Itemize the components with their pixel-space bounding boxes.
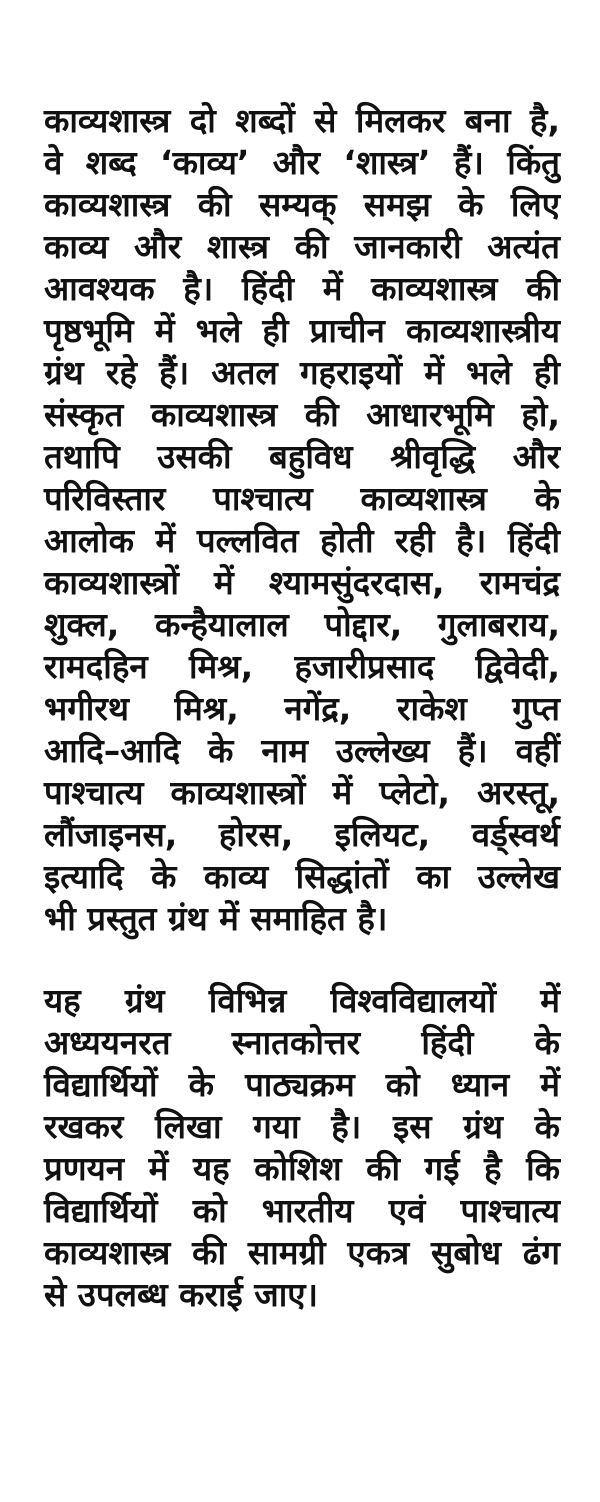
- text-line: इत्यादि के काव्य सिद्धांतों का उल्लेख: [44, 857, 560, 896]
- text-line: संस्कृत काव्यशास्त्र की आधारभूमि हो,: [44, 395, 560, 434]
- text-line: रामदहिन मिश्र, हजारीप्रसाद द्विवेदी,: [44, 647, 560, 686]
- text-line: रखकर लिखा गया है। इस ग्रंथ के: [44, 1107, 560, 1146]
- text-line: आदि–आदि के नाम उल्लेख्य हैं। वहीं: [44, 731, 560, 770]
- text-line: भी प्रस्तुत ग्रंथ में समाहित है।: [44, 899, 388, 938]
- text-line: पृष्ठभूमि में भले ही प्राचीन काव्यशास्त्रीय: [44, 311, 560, 350]
- text-line: आलोक में पल्लवित होती रही है। हिंदी: [44, 521, 560, 560]
- text-line: तथापि उसकी बहुविध श्रीवृद्धि और: [44, 437, 560, 476]
- text-line: प्रणयन में यह कोशिश की गई है कि: [44, 1149, 560, 1188]
- text-line: काव्यशास्त्रों में श्यामसुंदरदास, रामचंद्र: [44, 563, 560, 602]
- text-line: विद्यार्थियों के पाठ्यक्रम को ध्यान में: [44, 1065, 560, 1104]
- text-line: से उपलब्ध कराई जाए।: [44, 1275, 319, 1314]
- book-page: [44, 100, 560, 1316]
- text-line: विद्यार्थियों को भारतीय एवं पाश्चात्य: [44, 1191, 560, 1230]
- text-line: काव्यशास्त्र दो शब्दों से मिलकर बना है,: [44, 101, 560, 140]
- text-line: यह ग्रंथ विभिन्न विश्वविद्यालयों में: [44, 981, 560, 1020]
- text-line: भगीरथ मिश्र, नगेंद्र, राकेश गुप्त: [44, 689, 560, 728]
- text-line: परिविस्तार पाश्चात्य काव्यशास्त्र के: [44, 479, 560, 518]
- text-line: काव्यशास्त्र की सामग्री एकत्र सुबोध ढंग: [44, 1233, 560, 1272]
- paragraph-purpose: [44, 980, 560, 1316]
- paragraph-intro: [44, 100, 560, 940]
- text-line: काव्य और शास्त्र की जानकारी अत्यंत: [44, 227, 560, 266]
- text-line: पाश्चात्य काव्यशास्त्रों में प्लेटो, अरस्तू,: [44, 773, 560, 812]
- text-line: शुक्ल, कन्हैयालाल पोद्दार, गुलाबराय,: [44, 605, 560, 644]
- text-line: काव्यशास्त्र की सम्यक् समझ के लिए: [44, 185, 560, 224]
- text-line: अध्ययनरत स्नातकोत्तर हिंदी के: [44, 1023, 560, 1062]
- text-line: वे शब्द ‘काव्य’ और ‘शास्त्र’ हैं। किंतु: [44, 143, 560, 182]
- text-line: ग्रंथ रहे हैं। अतल गहराइयों में भले ही: [44, 353, 560, 392]
- text-line: आवश्यक है। हिंदी में काव्यशास्त्र की: [44, 269, 560, 308]
- text-line: लौंजाइनस, होरस, इलियट, वर्ड्स्वर्थ: [44, 815, 560, 854]
